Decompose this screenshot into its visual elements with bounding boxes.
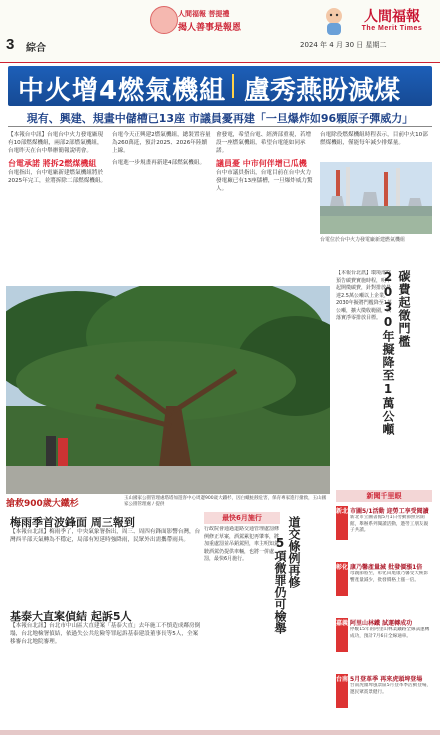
promo-main-text: 揭人善事是報恩: [178, 23, 242, 33]
news-item-chiayi: [336, 618, 432, 672]
story-plum-rain-headline: 梅雨季首波鋒面 周三報到: [10, 516, 135, 529]
news-item-title: 5月登革季 再來虎頭埤登場: [350, 676, 423, 683]
column-1-text: 【本報台中訊】台電台中火力發電廠現有10部燃煤機組，兩部2部燃氣機組，台電昨天在台中舉辦簡報說明會。: [8, 132, 104, 154]
headline-left: 中火增4燃氣機組: [18, 76, 227, 106]
story-plum-rain-body: 【本報台北訊】梅雨季了，中央氣象署指出，周三、周四有鋒面影響台灣，台灣西半部天氣轉為不穩定，局部有短延時強降雨，民眾外出需攜帶雨具。: [10, 529, 201, 543]
column-1-text-b: 台電指出，台中電廠新建燃氣機組將於2025年完工，並將拆除二部燃煤機組。: [8, 170, 107, 184]
news-item-title: 康乃馨產量減 批發價漲1倍: [350, 564, 423, 571]
power-plant-photo: [320, 162, 432, 234]
column-1-subtitle: 台電承諾 將拆2燃煤機組: [8, 159, 97, 168]
divider: [8, 126, 432, 127]
news-item-xinbei: [336, 506, 432, 560]
photo-label: 台電位於台中火力發電廠新建燃氣機組: [320, 237, 406, 243]
news-item-body: 停駛15年的阿里山林業鐵路全線試運轉成功，預計7月6日全線通車。: [350, 627, 430, 639]
news-item-changhua: [336, 562, 432, 616]
side-story-headline-2: 2030年擬降至1萬公噸: [381, 270, 395, 436]
city-tag: 新北: [336, 506, 348, 540]
logo-english: The Merit Times: [361, 25, 423, 32]
giant-tree-photo: [6, 286, 330, 494]
flash-title: 最快6月施行: [204, 512, 280, 524]
story-basis-body: 【本報台北訊】台北市中山區大直建案「基泰大直」去年施工不慎造成鄰房倒塌，台北地檢署偵結，依過失公共危險等罪起訴基泰建設董事長等5人，全案移審台北地院審理。: [10, 623, 201, 645]
issue-date: 2024 年 4 月 30 日 星期二: [300, 41, 387, 49]
promo-small-text: 人間福報 菩提禮: [178, 10, 230, 18]
promo-badge-icon: [150, 6, 178, 34]
newspaper-logo: [350, 6, 434, 36]
traffic-story-headline-2: 5項微罪仍可檢舉: [273, 536, 287, 634]
page-number: 3: [6, 36, 15, 53]
news-item-body: 母親節將至，彰化田尾康乃馨受天候影響產量減少，批發價格上漲一倍。: [350, 571, 429, 583]
column-3-text-b: 台中市議員指出，台電目前在台中火力發電廠已有13座儲槽，一旦爆炸威力驚人。: [216, 170, 313, 192]
story-basis-headline: 基泰大直案偵結 起訴5人: [10, 610, 132, 623]
traffic-story-headline-1: 道交條例再修: [287, 516, 301, 588]
article-column-3: [216, 131, 316, 223]
photo-caption-text: 玉山國家公園管理處塔塔加遊客中心周邊900歲大鐵杉，因白蟻蛀蝕危害，保育專家進行搶救，玉山國家公園管理處 / 提供: [124, 496, 327, 507]
column-3-text: 會發電，希望台電、經濟部重視，若增設一座燃氣機組，希望台電能如同承諾。: [216, 132, 312, 154]
logo-chinese: 人間福報: [364, 9, 420, 25]
section-name: 綜合: [26, 43, 46, 54]
side-story-body: 【本報台北訊】環境部昨預告碳費實施時程，明年起開徵碳費，針對排放量達2.5萬公噸以上企業，2030年擬將門檻降至1萬公噸，擴大徵收範圍，以落實淨零排放目標。: [336, 270, 392, 321]
news-item-title: 阿里山林鐵 試運轉成功: [350, 620, 413, 627]
column-2-text-b: 台電進一步規畫再新建4部燃氣機組。: [112, 160, 206, 166]
article-column-1: [8, 131, 108, 223]
side-story-headline-1: 碳費起徵門檻: [397, 270, 411, 348]
headline-banner: [8, 66, 432, 106]
news-section-title: 新聞千里眼: [336, 490, 432, 502]
photo-caption-title: 搶救900歲大鐵杉: [6, 499, 79, 509]
headline-divider: [232, 74, 234, 98]
subheadline: 現有、興建、規畫中儲槽已13座 市議員憂再建「一旦爆炸如96顆原子彈威力」: [26, 112, 414, 125]
news-item-title: 市圖5/1活動 迎勞工享受閱讀: [350, 508, 429, 515]
mascot-icon: [322, 6, 346, 36]
city-tag: 嘉義: [336, 618, 348, 652]
article-column-4: 台電除役燃煤機組時程表示，目前中火10部燃煤機組，僅能每年減少排煤量。: [320, 132, 428, 146]
city-tag: 彰化: [336, 562, 348, 596]
column-3-subtitle: 議員憂 中市何伴增已瓜機: [216, 159, 307, 168]
article-column-2: [112, 131, 212, 223]
headline-right: 盧秀燕盼減煤: [244, 76, 401, 106]
news-item-body: 新北市立圖書館5月1日勞動節照常開館，舉辦系列閱讀活動，邀勞工朋友親子共讀。: [350, 515, 429, 533]
news-item-body: 台南虎頭埤風景區5月登革季活動登場，邀民眾賞景健行。: [350, 683, 432, 695]
city-tag: 台南: [336, 674, 348, 708]
news-item-tainan: [336, 674, 432, 728]
flash-body: 行政院會通過道路交通管理處罰條例修正草案，酒駕累犯再肇事，將加重處罰並吊銷駕照，車主明知駕駛酒駕仍提供車輛，也將一併處罰，最快6月施行。: [204, 526, 280, 562]
column-2-text: 台電今天正興建2燃氣機組，總裝置容量為260萬瓩，預計2025、2026年陸續上線。: [112, 132, 211, 154]
footer-strip: [0, 730, 440, 735]
